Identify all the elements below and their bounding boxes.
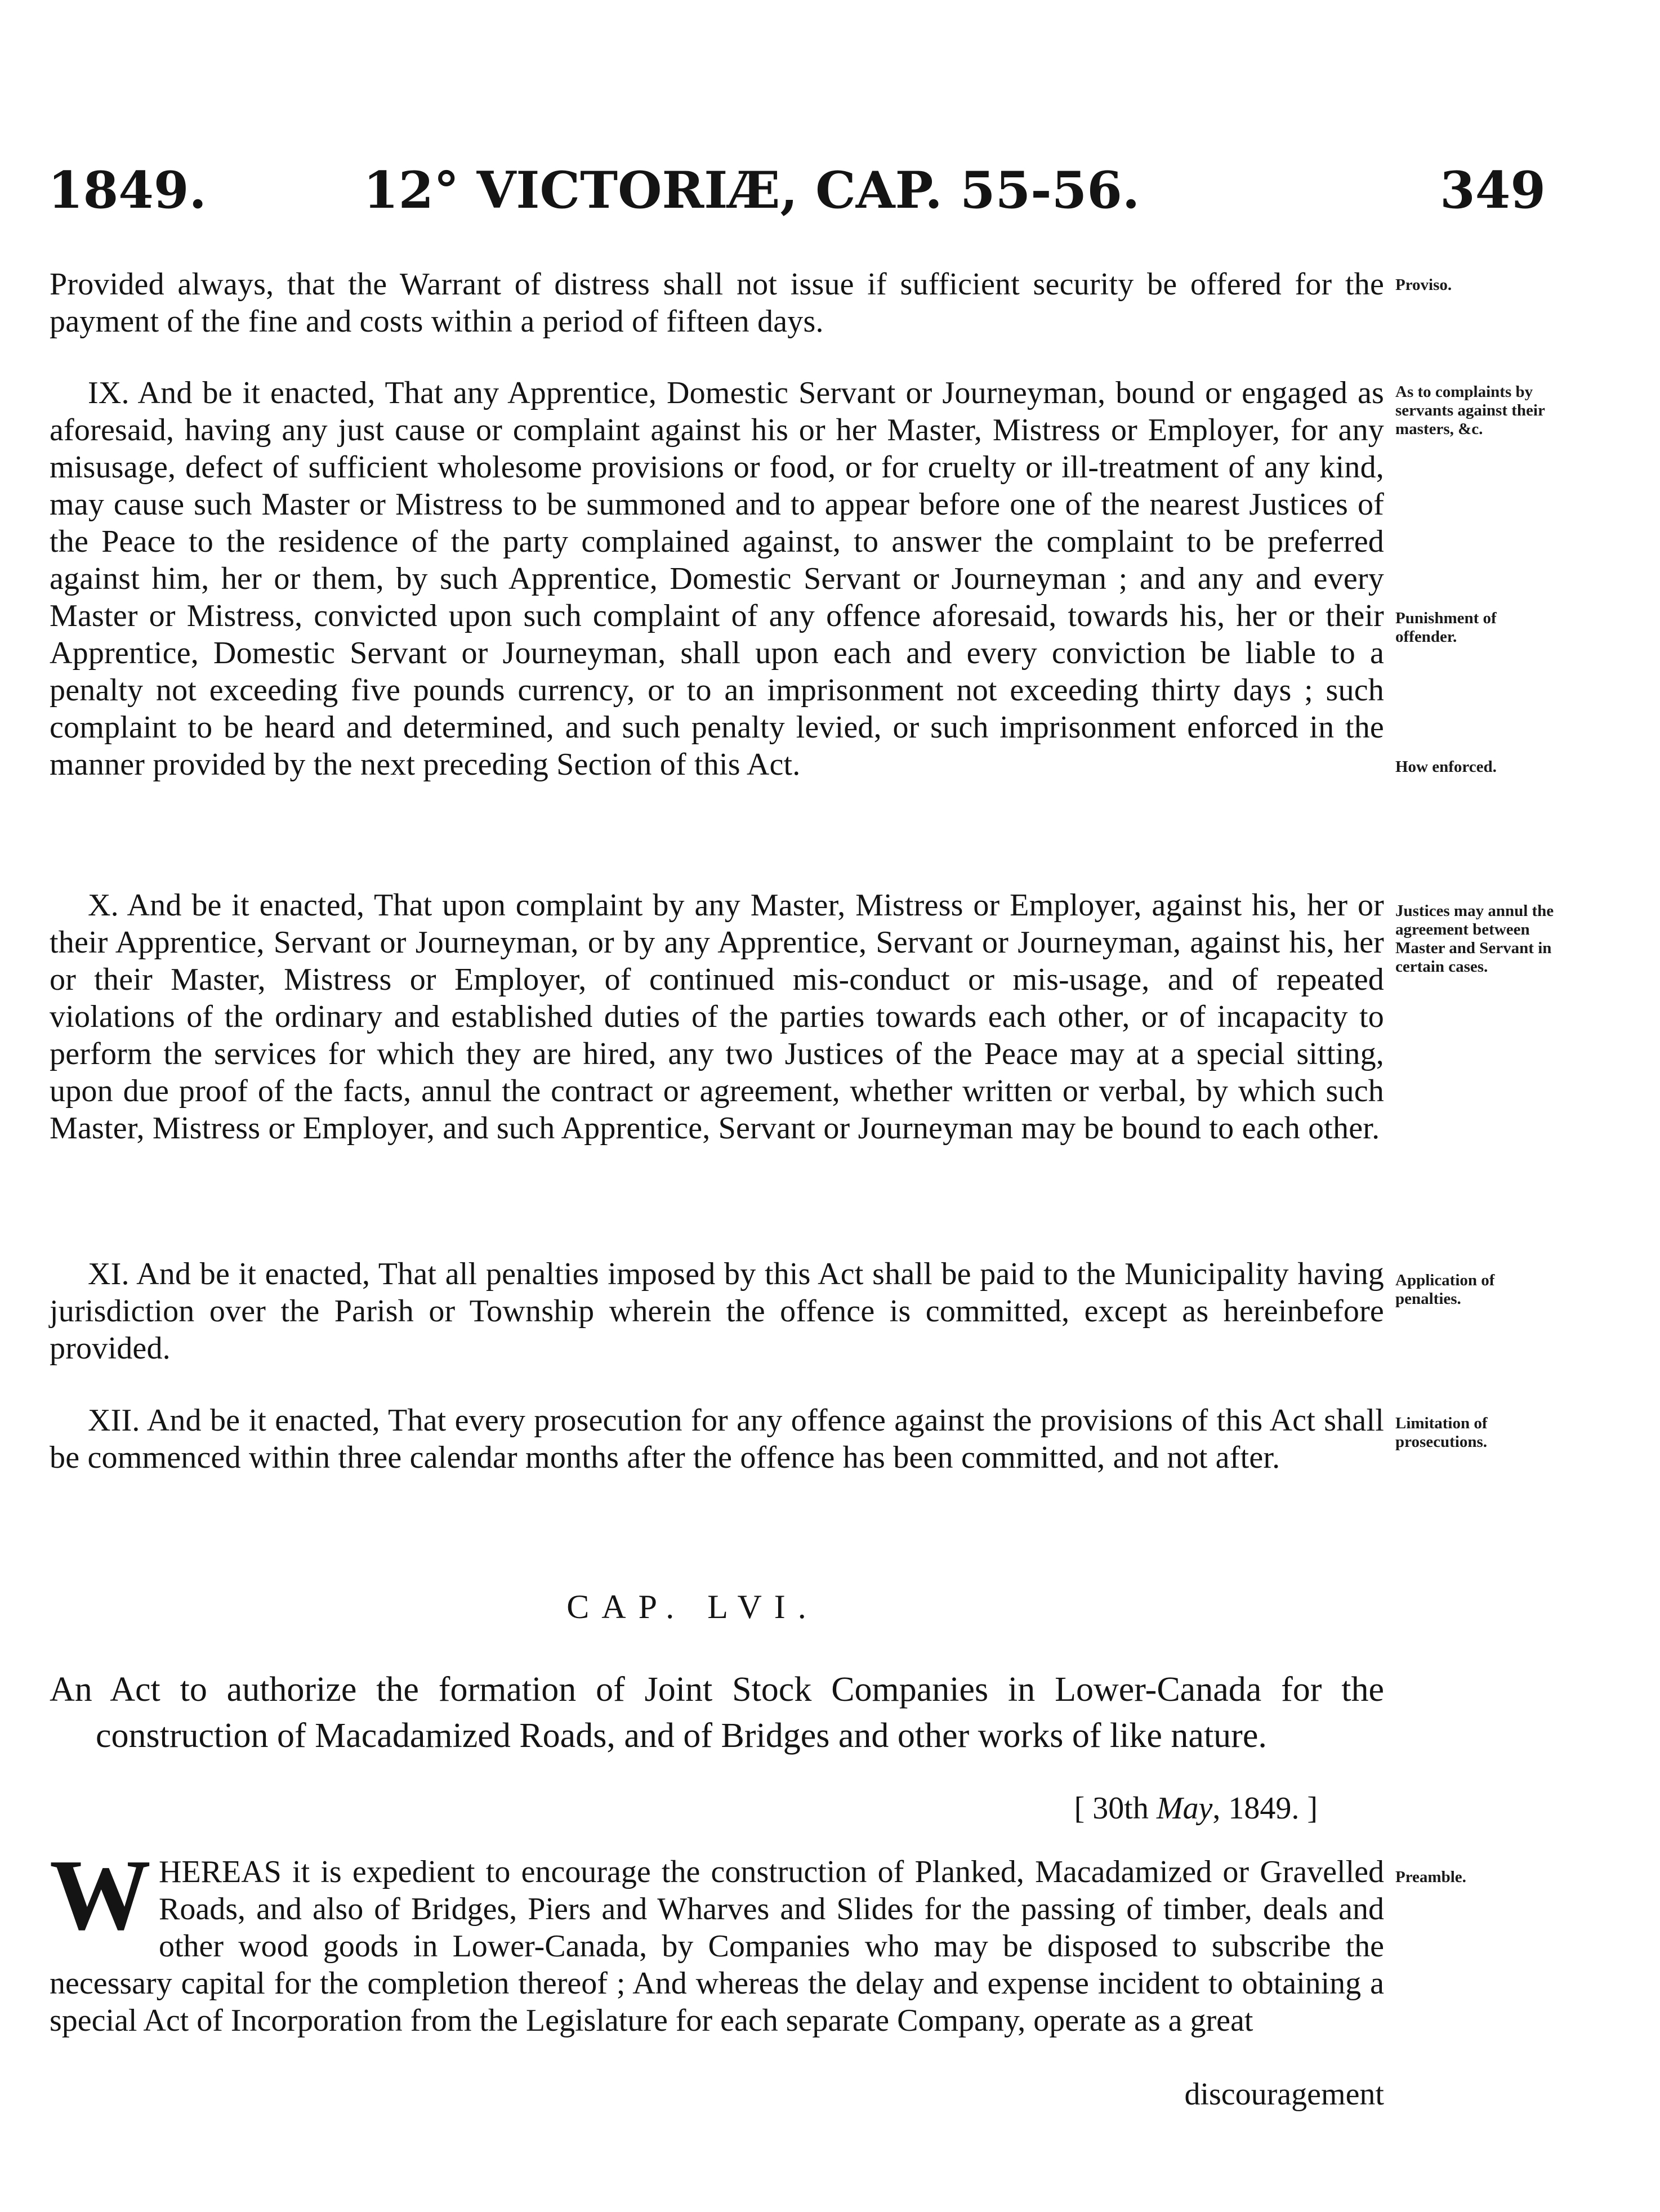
- drop-cap: W: [50, 1839, 151, 1951]
- margin-note-preamble: Preamble.: [1395, 1868, 1466, 1886]
- section-xi: [50, 1255, 1384, 1367]
- margin-note-limitation: Limitation of prosecutions.: [1395, 1414, 1488, 1451]
- header-year: 1849.: [48, 160, 207, 220]
- preamble-text: HEREAS it is expedient to encourage the construction of Planked, Macadamized or Gravelled Roads, and also of Bridges, Piers and Wharves and Slides for the passing of timber, deals and other wood goods in Lower-Canada, by Companies who may be disposed to subscribe the necessary capital for the completion thereof ; And whereas the delay and expense incident to obtaining a special Act of Incorporation from the Legislature for each separate Company, operate as a great: [50, 1854, 1384, 2038]
- section-xi-text: XI. And be it enacted, That all penalties imposed by this Act shall be paid to the Municipality having jurisdiction over the Parish or Township wherein the offence is committed, except as hereinbefore provided.: [50, 1257, 1384, 1366]
- date-open: [ 30th: [1074, 1791, 1157, 1826]
- section-xii-text: XII. And be it enacted, That every prosecution for any offence against the provisions of this Act shall be commenced within three calendar months after the offence has been committed, and not after.: [50, 1403, 1384, 1475]
- section-ix-text: IX. And be it enacted, That any Apprentice, Domestic Servant or Journeyman, bound or engaged as aforesaid, having any just cause or complaint against his or her Master, Mistress or Employer, for any misusage, defect of sufficient wholesome provisions or food, or for cruelty or ill-treatment of any kind, may cause such Master or Mistress to be summoned and to appear before one of the nearest Justices of the Peace to the residence of the party complained against, to answer the complaint to be preferred against him, her or them, by such Apprentice, Domestic Servant or Journeyman ; and any and every Master or Mistress, convicted upon such complaint of any offence aforesaid, towards his, her or their Apprentice, Domestic Servant or Journeyman, shall upon each and every conviction be liable to a penalty not exceeding five pounds currency, or to an imprisonment not exceeding thirty days ; such complaint to be heard and determined, and such penalty levied, or such imprisonment enforced in the manner provided by the next preceding Section of this Act.: [50, 376, 1384, 782]
- chapter-heading: CAP. LVI.: [566, 1588, 819, 1625]
- section-x-text: X. And be it enacted, That upon complaint by any Master, Mistress or Employer, against his, her or their Apprentice, Servant or Journeyman, or by any Apprentice, Servant or Journeyman, against his, her or their Master, Mistress or Employer, of continued mis-conduct or mis-usage, and of repeated violations of the ordinary and established duties of the parties towards each other, or of incapacity to perform the services for which they are hired, any two Justices of the Peace may at a special sitting, upon due proof of the facts, annul the contract or agreement, whether written or verbal, by which such Master, Mistress or Employer, and such Apprentice, Servant or Journeyman may be bound to each other.: [50, 888, 1384, 1146]
- margin-note-proviso: Proviso.: [1395, 276, 1452, 294]
- act-title: An Act to authorize the formation of Joint Stock Companies in Lower-Canada for the construction of Macadamized Roads, and of Bridges and other works of like nature.: [50, 1670, 1384, 1755]
- margin-note-complaints: As to complaints by servants against their masters, &c.: [1395, 383, 1545, 438]
- catchword: discouragement: [1184, 2077, 1384, 2112]
- date-month: May: [1156, 1791, 1213, 1826]
- section-x: [50, 887, 1384, 1147]
- margin-note-punishment: Punishment of offender.: [1395, 609, 1497, 646]
- section-ix: [50, 374, 1384, 783]
- preamble-paragraph: [50, 1839, 1384, 2039]
- margin-note-how-enforced: How enforced.: [1395, 758, 1497, 776]
- margin-note-justices: Justices may annul the agreement between Master and Servant in certain cases.: [1395, 902, 1554, 976]
- assent-date: [1002, 1790, 1318, 1826]
- proviso-paragraph: [50, 266, 1384, 340]
- date-close: , 1849. ]: [1212, 1791, 1318, 1826]
- proviso-text: Provided always, that the Warrant of distress shall not issue if sufficient security be offered for the payment of the fine and costs within a period of fifteen days.: [50, 267, 1384, 339]
- section-xii: [50, 1402, 1384, 1476]
- header-title: 12° VICTORIÆ, CAP. 55-56.: [363, 160, 1140, 220]
- page-number: 349: [1440, 160, 1546, 220]
- margin-note-application: Application of penalties.: [1395, 1271, 1495, 1308]
- page-header: [48, 151, 1546, 230]
